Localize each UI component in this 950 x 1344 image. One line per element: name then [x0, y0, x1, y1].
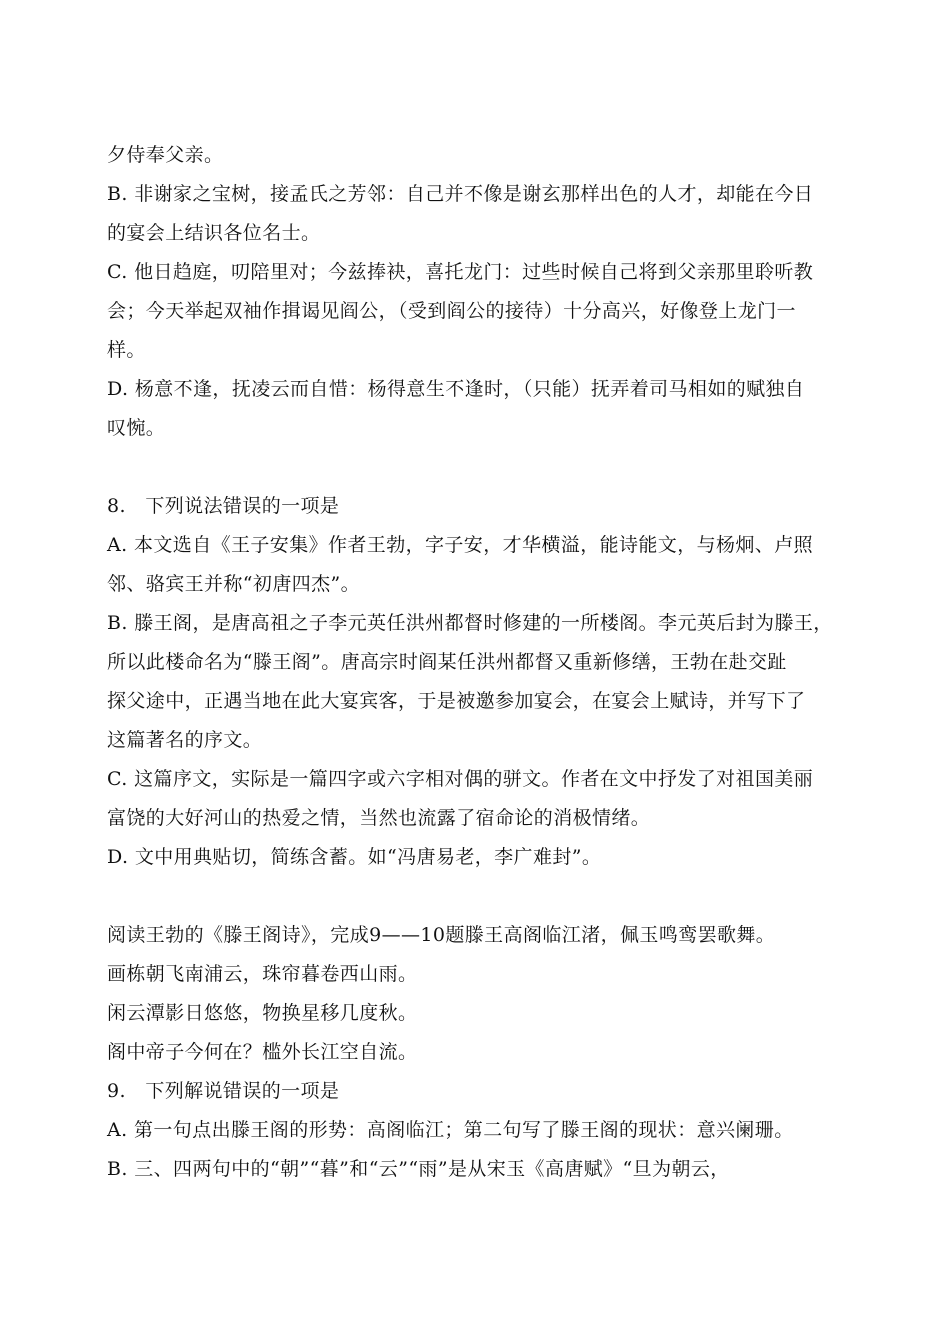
- poem-line: 画栋朝飞南浦云，珠帘暮卷西山雨。: [107, 963, 418, 985]
- text-line: B. 非谢家之宝树，接孟氏之芳邻：自己并不像是谢玄那样出色的人才，却能在今日: [107, 183, 814, 205]
- text-line: 叹惋。: [107, 417, 166, 439]
- text-line: 会；今天举起双袖作揖谒见阎公，（受到阎公的接待）十分高兴，好像登上龙门一: [107, 300, 796, 322]
- text-line: D. 杨意不逢，抚凌云而自惜：杨得意生不逢时，（只能）抚弄着司马相如的赋独自: [107, 378, 805, 400]
- text-line: 的宴会上结识各位名士。: [107, 222, 321, 244]
- text-line: 探父途中，正遇当地在此大宴宾客，于是被邀参加宴会，在宴会上赋诗，并写下了: [107, 690, 806, 712]
- question-9-heading: 9. 下列解说错误的一项是: [107, 1080, 340, 1102]
- text-line: A. 第一句点出滕王阁的形势：高阁临江；第二句写了滕王阁的现状：意兴阑珊。: [107, 1119, 794, 1141]
- text-line: 邻、骆宾王并称“初唐四杰”。: [107, 573, 361, 595]
- question-8-heading: 8. 下列说法错误的一项是: [107, 495, 340, 517]
- poem-intro: 阅读王勃的《滕王阁诗》，完成9——10题滕王高阁临江渚，佩玉鸣鸾罢歌舞。: [107, 924, 776, 946]
- text-line: D. 文中用典贴切，简练含蓄。如“冯唐易老，李广难封”。: [107, 846, 602, 868]
- poem-line: 闲云潭影日悠悠，物换星移几度秋。: [107, 1002, 418, 1024]
- text-line: 富饶的大好河山的热爱之情，当然也流露了宿命论的消极情绪。: [107, 807, 651, 829]
- text-line: 样。: [107, 339, 146, 361]
- text-line: A. 本文选自《王子安集》作者王勃，字子安，才华横溢，能诗能文，与杨炯、卢照: [107, 534, 814, 556]
- text-line: C. 这篇序文，实际是一篇四字或六字相对偶的骈文。作者在文中抒发了对祖国美丽: [107, 768, 814, 790]
- poem-line: 阁中帝子今何在？槛外长江空自流。: [107, 1041, 418, 1063]
- text-line: 所以此楼命名为“滕王阁”。唐高宗时阎某任洪州都督又重新修缮，王勃在赴交趾: [107, 651, 787, 673]
- text-line: B. 三、四两句中的“朝”“暮”和“云”“雨”是从宋玉《高唐赋》“旦为朝云，: [107, 1158, 730, 1180]
- text-line: 这篇著名的序文。: [107, 729, 263, 751]
- text-line: 夕侍奉父亲。: [107, 144, 224, 166]
- text-line: C. 他日趋庭，叨陪里对；今兹捧袂，喜托龙门：过些时候自己将到父亲那里聆听教: [107, 261, 814, 283]
- text-line: B. 滕王阁，是唐高祖之子李元英任洪州都督时修建的一所楼阁。李元英后封为滕王，: [107, 612, 833, 634]
